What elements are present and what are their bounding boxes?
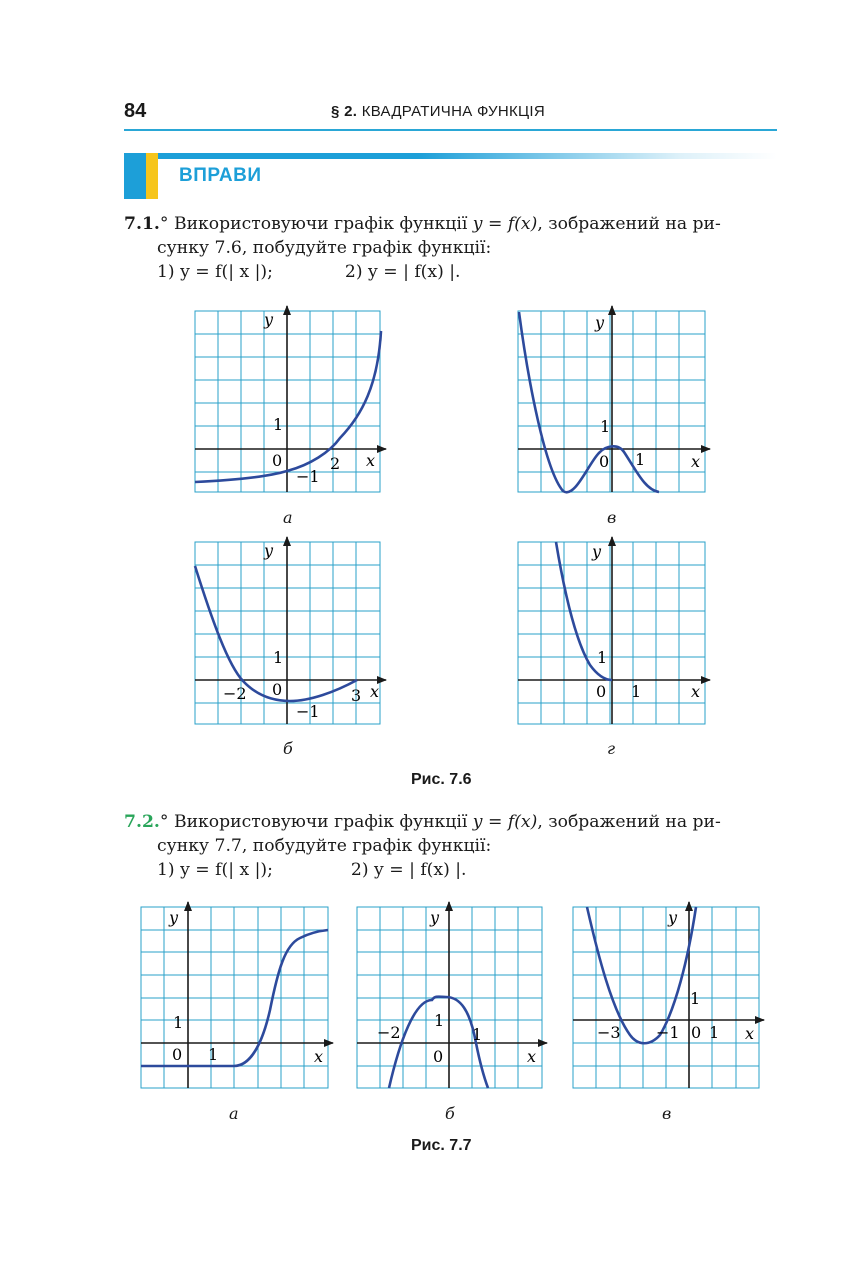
y-axis-label: y xyxy=(264,310,274,329)
y-axis-label: y xyxy=(595,313,605,332)
function-curve xyxy=(195,331,381,482)
x-tick-neg2-label: −2 xyxy=(377,1023,401,1042)
x-axis-label: x xyxy=(691,682,701,701)
origin-label: 0 xyxy=(433,1047,444,1066)
y-tick-1-label: 1 xyxy=(600,417,611,436)
option-2: 2) y = | f(x) |. xyxy=(344,262,461,282)
banner-title: ВПРАВИ xyxy=(179,165,262,186)
x-tick-3-label: 3 xyxy=(351,686,362,705)
x-tick-1-label: 1 xyxy=(631,682,642,701)
y-tick-1-label: 1 xyxy=(273,648,284,667)
origin-label: 0 xyxy=(599,452,610,471)
x-axis-label: x xyxy=(314,1047,324,1066)
figure-caption-7-6: Рис. 7.6 xyxy=(411,771,472,788)
y-intercept-label: −1 xyxy=(296,467,320,486)
y-tick-1-label: 1 xyxy=(690,989,701,1008)
exercise-text-end: , зображений на ри- xyxy=(537,214,721,234)
exercise-line-2: сунку 7.7, побудуйте графік функції: xyxy=(157,836,492,856)
degree-mark: ° xyxy=(159,214,169,234)
x-tick-1-label: 1 xyxy=(208,1045,219,1064)
y-axis-label: y xyxy=(264,541,274,560)
y-tick-1-label: 1 xyxy=(173,1013,184,1032)
graph-7-6-g xyxy=(518,537,710,724)
grid xyxy=(141,907,328,1088)
figure-caption-7-7: Рис. 7.7 xyxy=(411,1137,472,1154)
exercise-text: Використовуючи графік функції xyxy=(168,214,473,234)
section-mark: § 2. xyxy=(331,103,358,120)
x-axis-label: x xyxy=(366,451,376,470)
x-tick-1-label: 1 xyxy=(472,1025,483,1044)
graph-7-7-v xyxy=(573,902,764,1088)
graph-7-7-b xyxy=(357,902,547,1088)
exercise-formula: y = f(x) xyxy=(472,214,538,234)
origin-label: 0 xyxy=(691,1023,702,1042)
y-tick-1-label: 1 xyxy=(273,415,284,434)
degree-mark: ° xyxy=(159,812,169,832)
x-tick-2-label: 2 xyxy=(330,454,341,473)
panel-label-g: г xyxy=(607,739,616,758)
page-number: 84 xyxy=(124,100,147,122)
exercise-line xyxy=(124,810,779,834)
x-axis-label: x xyxy=(745,1024,755,1043)
exercise-text-end: , зображений на ри- xyxy=(537,812,721,832)
panel-label-v: в xyxy=(662,1104,672,1123)
y-min-label: −1 xyxy=(296,702,320,721)
exercise-formula: y = f(x) xyxy=(472,812,538,832)
graph-7-6-a xyxy=(195,306,386,492)
exercise-number: 7.1. xyxy=(124,214,160,234)
option-1: 1) y = f(| x |); xyxy=(157,262,273,282)
origin-label: 0 xyxy=(272,680,283,699)
x-axis-label: x xyxy=(370,682,380,701)
graph-7-6-v xyxy=(518,306,710,492)
y-axis-label: y xyxy=(668,908,678,927)
exercise-7-2 xyxy=(124,810,779,882)
y-tick-1-label: 1 xyxy=(434,1011,445,1030)
exercise-number: 7.2. xyxy=(124,812,160,832)
exercise-line-2: сунку 7.6, побудуйте графік функції: xyxy=(157,238,492,258)
origin-label: 0 xyxy=(272,451,283,470)
grid xyxy=(573,907,759,1088)
x-tick-neg3-label: −3 xyxy=(597,1023,621,1042)
section-title: КВАДРАТИЧНА ФУНКЦІЯ xyxy=(361,103,546,120)
panel-label-a: а xyxy=(283,508,293,527)
y-tick-1-label: 1 xyxy=(597,648,608,667)
option-1: 1) y = f(| x |); xyxy=(157,860,273,880)
graph-7-6-b xyxy=(195,537,386,724)
graph-7-7-a xyxy=(141,902,333,1088)
panel-label-v: в xyxy=(607,508,617,527)
option-2: 2) y = | f(x) |. xyxy=(350,860,467,880)
x-tick-1-label: 1 xyxy=(709,1023,720,1042)
panel-label-b: б xyxy=(445,1104,455,1123)
origin-label: 0 xyxy=(596,682,607,701)
exercise-text: Використовуючи графік функції xyxy=(168,812,473,832)
panel-label-a: а xyxy=(229,1104,239,1123)
panel-label-b: б xyxy=(283,739,293,758)
y-axis-label: y xyxy=(430,908,440,927)
x-tick-neg1-label: −1 xyxy=(656,1023,680,1042)
origin-label: 0 xyxy=(172,1045,183,1064)
y-axis-label: y xyxy=(592,542,602,561)
exercise-options xyxy=(124,858,779,882)
x-tick-1-label: 1 xyxy=(635,450,646,469)
x-tick-neg2-label: −2 xyxy=(223,684,247,703)
y-axis-label: y xyxy=(169,908,179,927)
x-axis-label: x xyxy=(691,452,701,471)
x-axis-label: x xyxy=(527,1047,537,1066)
